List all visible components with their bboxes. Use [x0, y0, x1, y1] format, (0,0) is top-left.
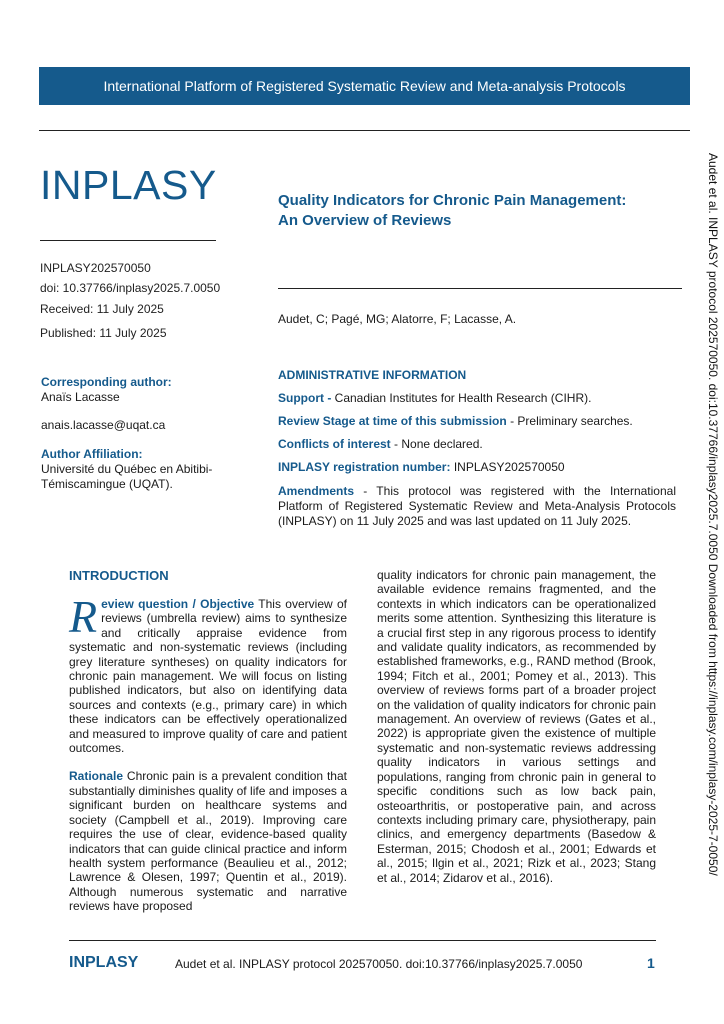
corresponding-author-email: anais.lacasse@uqat.ca	[41, 418, 166, 432]
stage-line	[278, 414, 676, 429]
support-label: Support -	[278, 391, 332, 405]
review-question-paragraph	[69, 591, 348, 756]
amendments-value: - This protocol was registered with the International Platform of Registered Systematic Review and Meta-Analysis Protocols (INPLASY) on 11 July 2025 and was last updated on 11 July 2025.	[278, 484, 676, 528]
admin-heading: ADMINISTRATIVE INFORMATION	[278, 368, 467, 382]
title-line-1: Quality Indicators for Chronic Pain Management:	[278, 192, 627, 209]
brand-rule	[40, 240, 216, 241]
sidebar-citation: Audet et al. INPLASY protocol 202570050. doi:10.37766/inplasy2025.7.0050 Downloaded from https://inplasy.com/inplasy-2025-7-0050/	[706, 153, 720, 876]
paper-title	[278, 191, 638, 231]
doi-text: doi: 10.37766/inplasy2025.7.0050	[40, 281, 221, 295]
rationale-label: Rationale	[69, 769, 124, 784]
registration-label: INPLASY registration number:	[278, 460, 451, 474]
registration-line	[278, 460, 676, 475]
header-rule	[39, 130, 690, 131]
left-column	[69, 591, 348, 928]
footer-citation: Audet et al. INPLASY protocol 202570050. doi:10.37766/inplasy2025.7.0050	[175, 957, 583, 971]
footer-rule	[69, 940, 656, 941]
stage-value: - Preliminary searches.	[506, 414, 633, 428]
brand-logo-text: INPLASY	[40, 162, 217, 208]
rationale-paragraph	[69, 769, 347, 913]
support-value: Canadian Institutes for Health Research (CIHR).	[331, 391, 592, 405]
review-question-label: eview question / Objective	[101, 597, 255, 611]
conflicts-value: - None declared.	[390, 437, 483, 451]
title-line-2: An Overview of Reviews	[278, 212, 452, 229]
authors-list: Audet, C; Pagé, MG; Alatorre, F; Lacasse, A.	[278, 312, 517, 326]
affiliation-line-1: Université du Québec en Abitibi-	[41, 462, 213, 476]
conflicts-label: Conflicts of interest	[278, 437, 391, 451]
affiliation-heading: Author Affiliation:	[41, 447, 143, 461]
corresponding-author-heading: Corresponding author:	[41, 375, 172, 389]
amendments-paragraph	[278, 484, 676, 529]
stage-label: Review Stage at time of this submission	[278, 414, 507, 428]
right-column	[377, 568, 656, 899]
corresponding-author-name: Anaïs Lacasse	[41, 390, 120, 404]
conflicts-line	[278, 437, 676, 452]
page-number: 1	[647, 955, 655, 971]
affiliation-line-2: Témiscamingue (UQAT).	[41, 477, 173, 491]
rationale-text: Chronic pain is a prevalent condition that substantially diminishes quality of life and imposes a significant burden on healthcare systems and society (Campbell et al., 2019). Improving care requires the use of clear, evidence-based quality indicators that can guide clinical practice and inform health system performance (Beaulieu et al., 2012; Lawrence & Olesen, 1997; Quentin et al., 2019). Although numerous systematic and narrative reviews have proposed	[69, 769, 347, 914]
registration-value: INPLASY202570050	[450, 460, 565, 474]
header-banner	[39, 67, 690, 105]
received-date: Received: 11 July 2025	[40, 302, 164, 316]
footer-brand: INPLASY	[69, 954, 139, 971]
right-column-paragraph: quality indicators for chronic pain management, the available evidence remains fragmented, and the contexts in which indicators can be operationalized merits some attention. Synthesizing this literature is a crucial first step in any rigorous process to identify and validate quality indicators, as recommended by established frameworks, e.g., RAND method (Brook, 1994; Fitch et al., 2001; Pomey et al., 2013). This overview of reviews forms part of a broader project on the validation of quality indicators for chronic pain management. An overview of reviews (Gates et al., 2022) is appropriate given the existence of multiple systematic and non-systematic reviews addressing quality indicators in various settings and populations, ranging from chronic pain in general to specific conditions such as low back pain, osteoarthritis, or postoperative pain, and across contexts including primary care, physiotherapy, pain clinics, and emergency departments (Basedow & Esterman, 2015; Chodosh et al., 2001; Edwards et al., 2015; Ilgin et al., 2021; Rizk et al., 2023; Stang et al., 2014; Zidarov et al., 2016).	[377, 568, 656, 885]
amendments-label: Amendments	[278, 484, 355, 498]
drop-cap: R	[69, 591, 98, 642]
title-rule	[278, 288, 682, 289]
introduction-heading: INTRODUCTION	[69, 568, 169, 583]
published-date: Published: 11 July 2025	[40, 326, 167, 340]
banner-text: International Platform of Registered Systematic Review and Meta-analysis Protocols	[103, 78, 626, 94]
review-question-text: This overview of reviews (umbrella review) aims to synthesize and critically appraise evidence from systematic and non-systematic reviews (including grey literature syntheses) on quality indicators for chronic pain management. We will focus on listing published indicators, but also on identifying data sources and contexts (e.g., primary care) in which these indicators can be effectively operationalized and measured to improve quality of care and patient outcomes.	[69, 597, 348, 756]
protocol-id: INPLASY202570050	[40, 261, 151, 275]
support-line	[278, 391, 676, 406]
